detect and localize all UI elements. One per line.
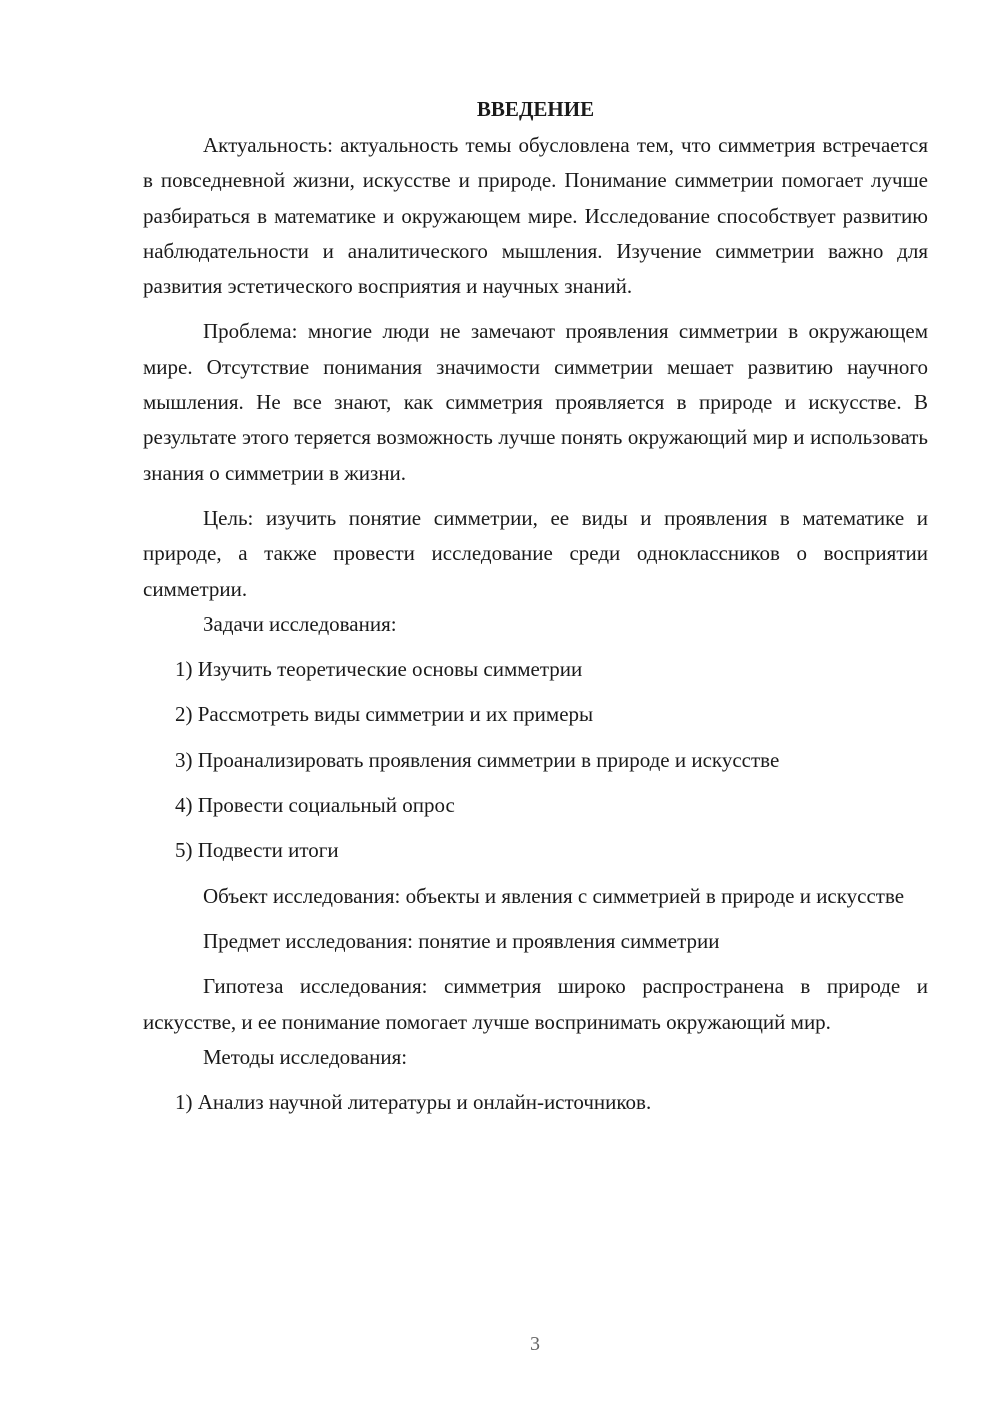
goal-paragraph: Цель: изучить понятие симметрии, ее виды и проявления в математике и природе, а также провести исследование среди одноклассников о восприятии симметрии. bbox=[143, 505, 928, 601]
task-item-1: 1) Изучить теоретические основы симметрии bbox=[175, 657, 583, 682]
object-paragraph: Объект исследования: объекты и явления с симметрией в природе и искусстве bbox=[203, 883, 905, 908]
problem-paragraph: Проблема: многие люди не замечают проявления симметрии в окружающем мире. Отсутствие понимания значимости симметрии мешает развитию научного мышления. Не все знают, как симметрия проявляется в природе и искусстве. В результате этого теряется возможность лучше понять окружающий мир и использовать знания о симметрии в жизни. bbox=[143, 319, 928, 485]
page-number: 3 bbox=[530, 1333, 540, 1355]
document-page bbox=[143, 92, 928, 1120]
task-item-4: 4) Провести социальный опрос bbox=[175, 793, 455, 818]
page-title: ВВЕДЕНИЕ bbox=[476, 97, 595, 121]
relevance-paragraph: Актуальность: актуальность темы обусловлена тем, что симметрия встречается в повседневной жизни, искусстве и природе. Понимание симметрии помогает лучше разбираться в математике и окружающем мире. Исследование способствует развитию наблюдательности и аналитического мышления. Изучение симметрии важно для развития эстетического восприятия и научных знаний. bbox=[143, 133, 928, 299]
hypothesis-paragraph: Гипотеза исследования: симметрия широко распространена в природе и искусстве, и ее понимание помогает лучше воспринимать окружающий мир. bbox=[143, 974, 928, 1034]
task-item-5: 5) Подвести итоги bbox=[175, 838, 339, 863]
methods-heading: Методы исследования: bbox=[203, 1044, 408, 1069]
tasks-heading: Задачи исследования: bbox=[203, 611, 397, 636]
task-item-3: 3) Проанализировать проявления симметрии в природе и искусстве bbox=[175, 747, 780, 772]
task-item-2: 2) Рассмотреть виды симметрии и их примеры bbox=[175, 702, 594, 727]
subject-paragraph: Предмет исследования: понятие и проявления симметрии bbox=[203, 928, 720, 953]
method-item-1: 1) Анализ научной литературы и онлайн-источников. bbox=[175, 1090, 652, 1115]
